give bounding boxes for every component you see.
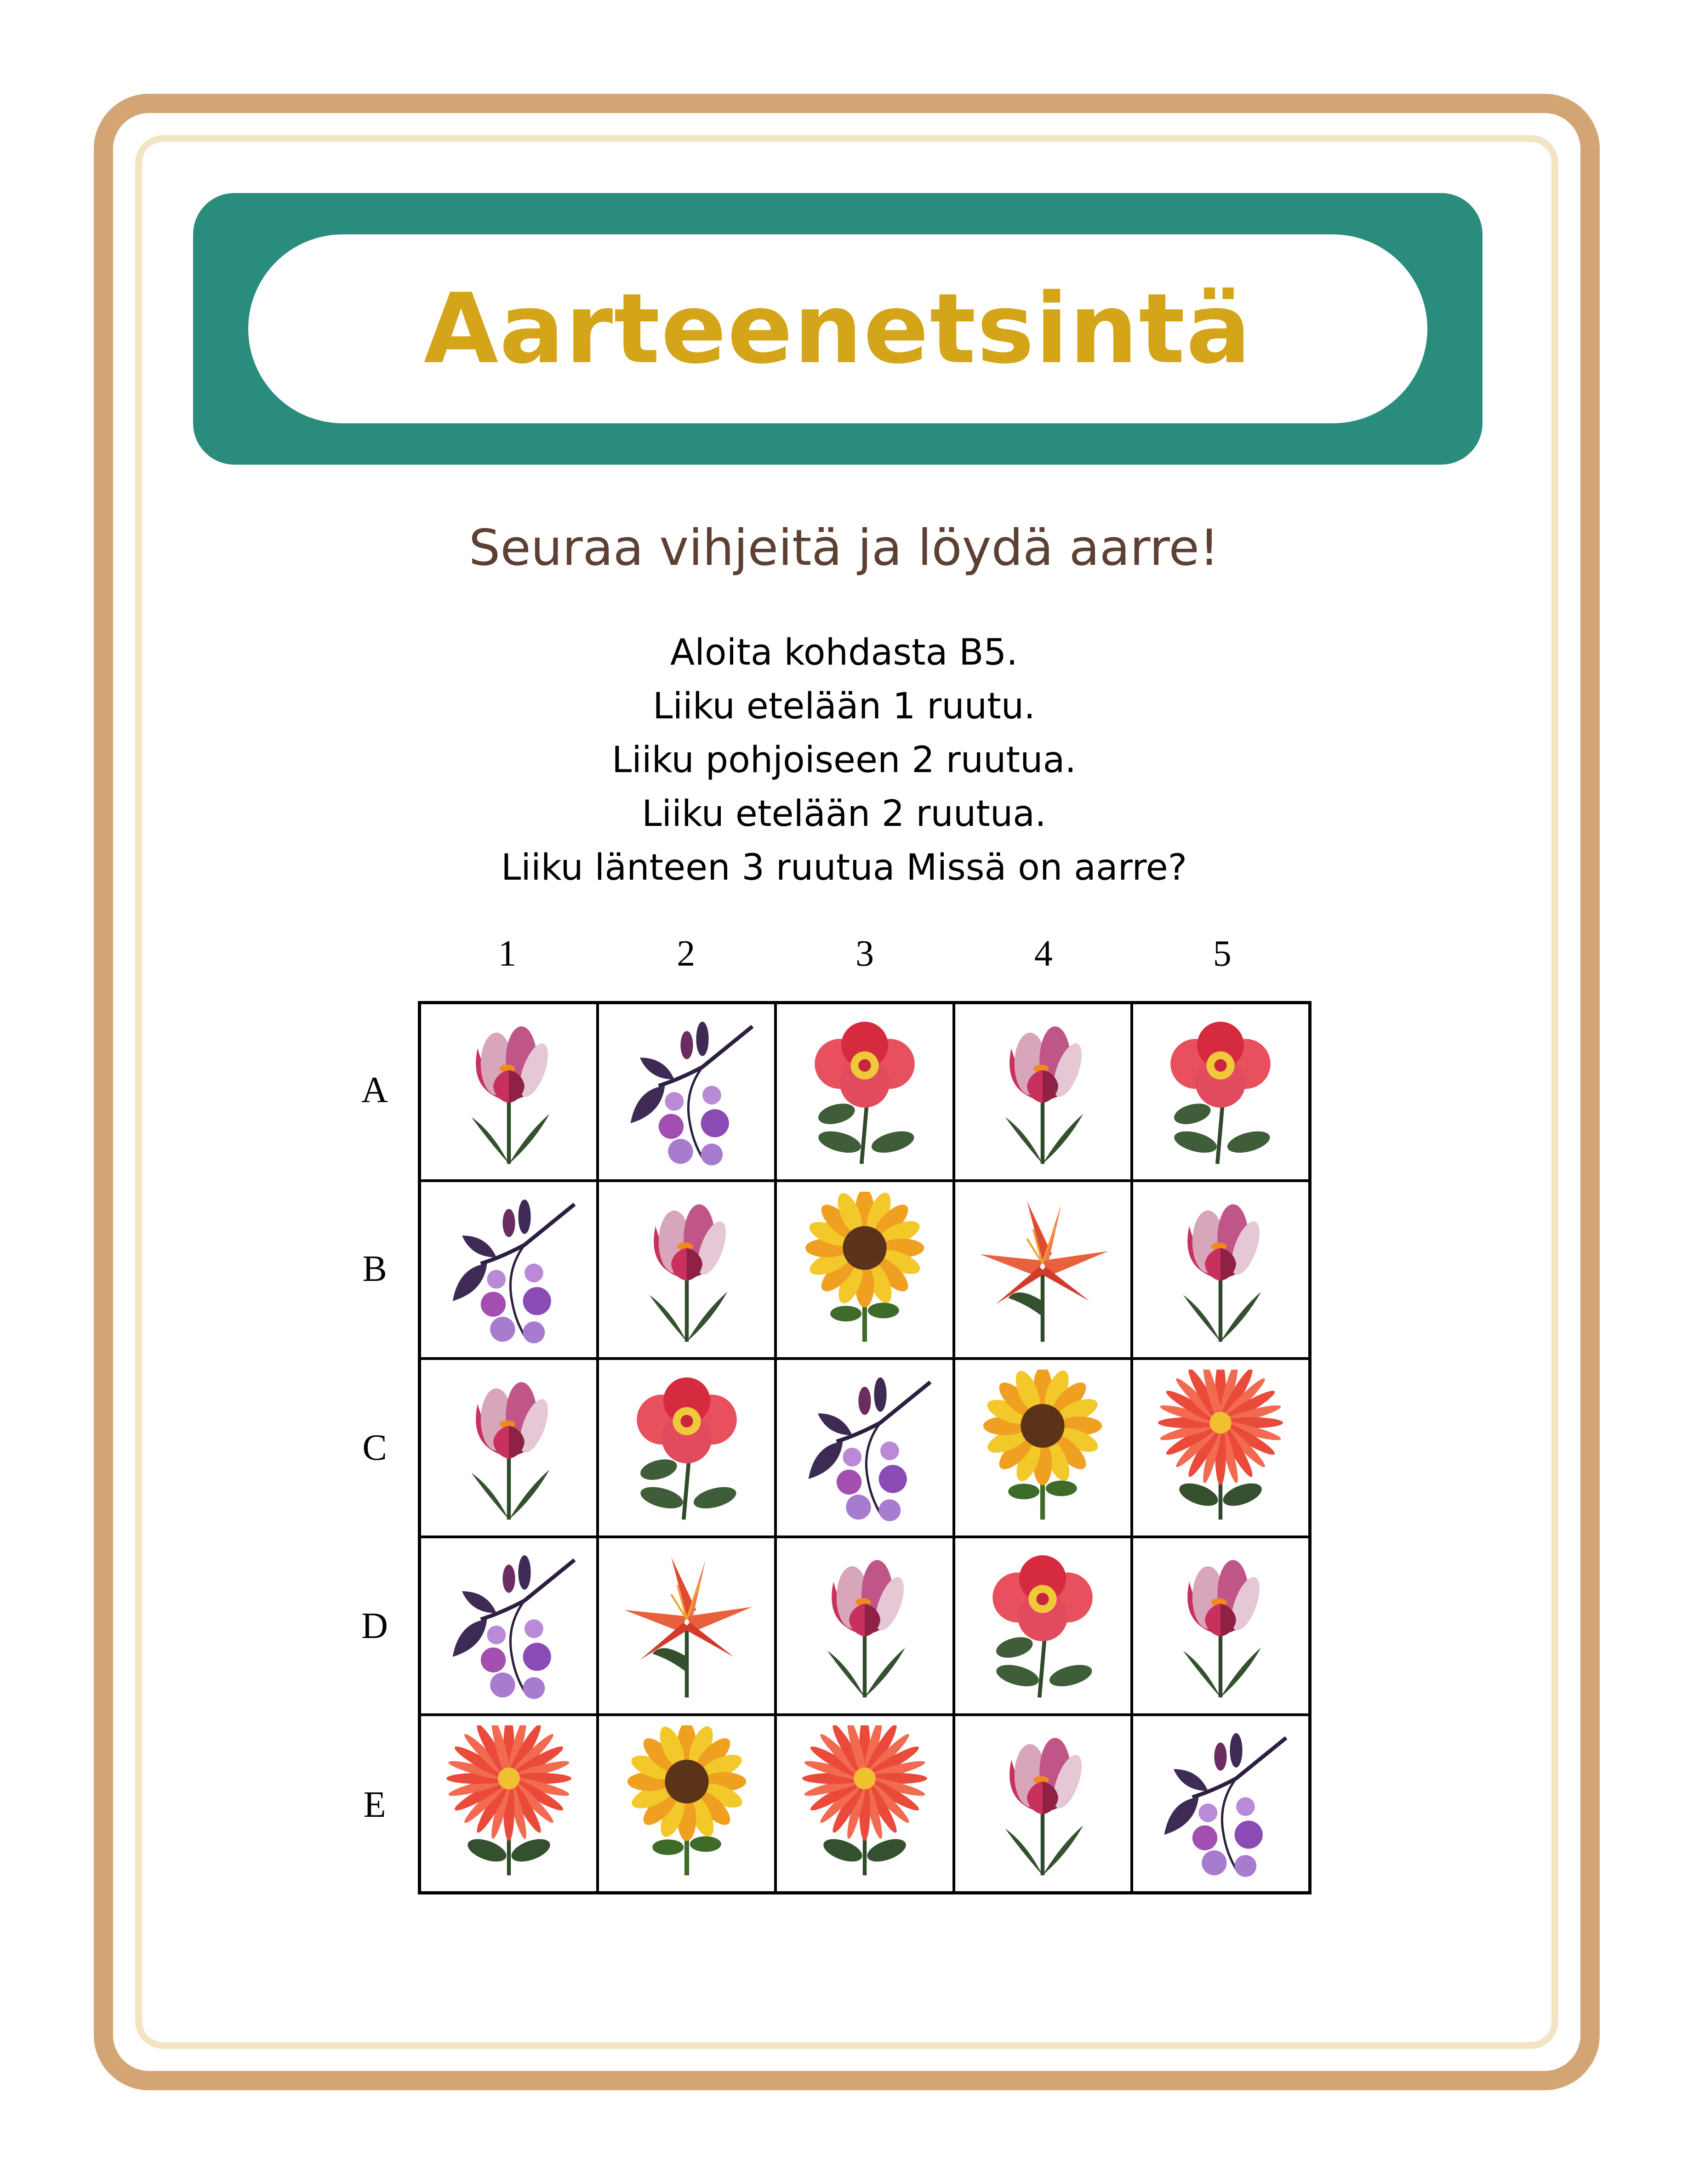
purple-branch-icon bbox=[609, 1014, 765, 1170]
grid-cell-E3[interactable] bbox=[776, 1715, 953, 1893]
grid-cell-A5[interactable] bbox=[1132, 1003, 1310, 1181]
row-label: D bbox=[361, 1606, 388, 1647]
tulip-icon bbox=[787, 1547, 943, 1704]
grid-cell-A1[interactable] bbox=[420, 1003, 598, 1181]
peony-icon bbox=[964, 1547, 1121, 1704]
purple-branch-icon bbox=[1142, 1725, 1299, 1882]
tulip-icon bbox=[1142, 1547, 1299, 1704]
tulip-icon bbox=[964, 1014, 1121, 1170]
grid-cell-D3[interactable] bbox=[776, 1537, 953, 1715]
tulip-icon bbox=[431, 1014, 587, 1170]
row-label: B bbox=[362, 1248, 387, 1289]
grid-cell-D2[interactable] bbox=[598, 1537, 776, 1715]
lily-icon bbox=[609, 1547, 765, 1704]
row-label: C bbox=[362, 1427, 387, 1468]
grid-cell-C2[interactable] bbox=[598, 1359, 776, 1536]
grid-cell-D5[interactable] bbox=[1132, 1537, 1310, 1715]
page-title: Aarteenetsintä bbox=[423, 273, 1252, 385]
grid-cell-B1[interactable] bbox=[420, 1181, 598, 1359]
lily-icon bbox=[964, 1192, 1121, 1348]
purple-branch-icon bbox=[431, 1547, 587, 1704]
grid-cell-A4[interactable] bbox=[954, 1003, 1132, 1181]
column-label: 5 bbox=[1213, 933, 1232, 974]
grid-cell-C1[interactable] bbox=[420, 1359, 598, 1536]
grid-cell-C5[interactable] bbox=[1132, 1359, 1310, 1536]
tulip-icon bbox=[1142, 1192, 1299, 1348]
column-label: 1 bbox=[498, 933, 517, 974]
peony-icon bbox=[609, 1370, 765, 1526]
clue-line: Liiku etelään 2 ruutua. bbox=[642, 793, 1046, 835]
sunflower-icon bbox=[964, 1370, 1121, 1526]
purple-branch-icon bbox=[787, 1370, 943, 1526]
daisy-icon bbox=[431, 1725, 587, 1882]
grid-cell-E1[interactable] bbox=[420, 1715, 598, 1893]
grid-cell-A3[interactable] bbox=[776, 1003, 953, 1181]
purple-branch-icon bbox=[431, 1192, 587, 1348]
tulip-icon bbox=[609, 1192, 765, 1348]
sunflower-icon bbox=[787, 1192, 943, 1348]
grid-cell-C4[interactable] bbox=[954, 1359, 1132, 1536]
clue-list bbox=[0, 626, 1688, 895]
title-pill bbox=[248, 234, 1427, 423]
grid-cell-B3[interactable] bbox=[776, 1181, 953, 1359]
tulip-icon bbox=[431, 1370, 587, 1526]
grid-cell-B5[interactable] bbox=[1132, 1181, 1310, 1359]
row-label: E bbox=[363, 1785, 386, 1826]
clue-line: Aloita kohdasta B5. bbox=[670, 632, 1018, 673]
clue-line: Liiku länteen 3 ruutua Missä on aarre? bbox=[501, 847, 1187, 888]
grid-cell-A2[interactable] bbox=[598, 1003, 776, 1181]
grid-cell-C3[interactable] bbox=[776, 1359, 953, 1536]
column-label: 4 bbox=[1034, 933, 1053, 974]
column-label: 2 bbox=[677, 933, 696, 974]
clue-line: Liiku pohjoiseen 2 ruutua. bbox=[611, 739, 1077, 781]
grid-cell-E5[interactable] bbox=[1132, 1715, 1310, 1893]
grid-cell-D1[interactable] bbox=[420, 1537, 598, 1715]
subtitle: Seuraa vihjeitä ja löydä aarre! bbox=[468, 519, 1220, 577]
treasure-grid bbox=[418, 1001, 1312, 1894]
grid-cell-B2[interactable] bbox=[598, 1181, 776, 1359]
tulip-icon bbox=[964, 1725, 1121, 1882]
grid-cell-D4[interactable] bbox=[954, 1537, 1132, 1715]
sunflower-icon bbox=[609, 1725, 765, 1882]
clue-line: Liiku etelään 1 ruutu. bbox=[652, 686, 1036, 727]
row-label: A bbox=[361, 1070, 388, 1110]
daisy-icon bbox=[787, 1725, 943, 1882]
peony-icon bbox=[1142, 1014, 1299, 1170]
grid-cell-E2[interactable] bbox=[598, 1715, 776, 1893]
column-label: 3 bbox=[855, 933, 874, 974]
daisy-icon bbox=[1142, 1370, 1299, 1526]
grid-cell-B4[interactable] bbox=[954, 1181, 1132, 1359]
grid-cell-E4[interactable] bbox=[954, 1715, 1132, 1893]
peony-icon bbox=[787, 1014, 943, 1170]
